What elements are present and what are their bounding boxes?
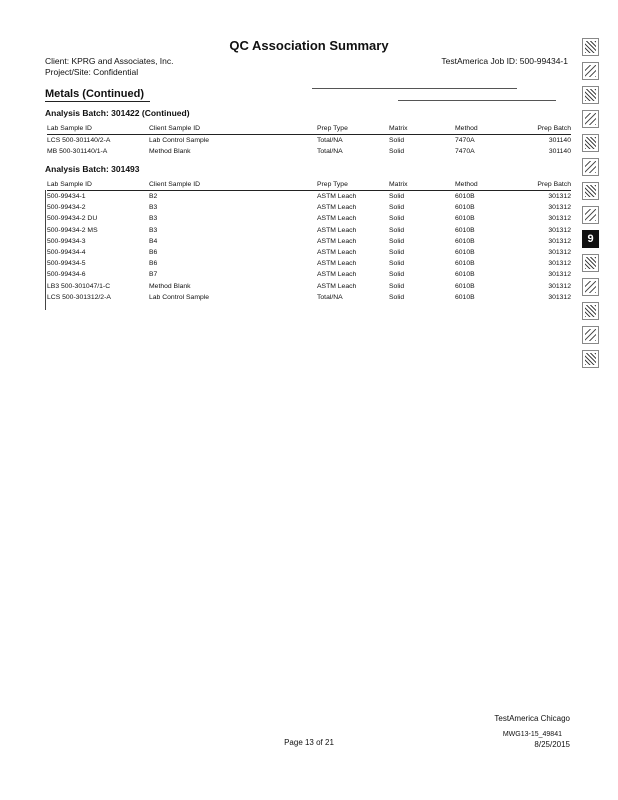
cell-prep-type: ASTM Leach <box>317 215 357 223</box>
table-row <box>47 258 571 269</box>
col-matrix: Matrix <box>389 124 455 135</box>
col-client-sample-id: Client Sample ID <box>149 180 317 191</box>
cell-client-sample-id: Lab Control Sample <box>149 293 210 301</box>
tab-pattern-icon <box>585 281 596 293</box>
batch-table-301493 <box>47 180 571 303</box>
cell-prep-type: Total/NA <box>317 137 343 144</box>
cell-matrix: Solid <box>389 204 405 212</box>
section-tab-10[interactable] <box>582 254 599 272</box>
page-number: Page 13 of 21 <box>284 738 334 747</box>
col-method: Method <box>455 124 527 135</box>
cell-prep-type: ASTM Leach <box>317 271 357 279</box>
col-client-sample-id: Client Sample ID <box>149 124 317 135</box>
tab-pattern-icon <box>585 41 596 53</box>
col-lab-sample-id: Lab Sample ID <box>47 124 149 135</box>
tab-pattern-icon <box>585 113 596 125</box>
cell-matrix: Solid <box>389 226 405 234</box>
cell-client-sample-id: Method Blank <box>149 282 191 290</box>
tab-pattern-icon <box>585 65 596 77</box>
left-margin-mark <box>45 190 46 310</box>
table-row <box>47 202 571 213</box>
cell-method: 6010B <box>455 193 475 200</box>
footer-date: 8/25/2015 <box>534 740 570 749</box>
cell-matrix: Solid <box>389 293 405 301</box>
cell-matrix: Solid <box>389 271 405 279</box>
cell-prep-type: ASTM Leach <box>317 249 357 257</box>
cell-prep-batch: 301312 <box>548 293 571 301</box>
cell-client-sample-id: B2 <box>149 193 158 200</box>
tab-pattern-icon <box>585 89 596 101</box>
footer-doc-id: MWG13-15_49841 <box>502 731 562 738</box>
section-tab-6[interactable] <box>582 158 599 176</box>
table-row <box>47 213 571 224</box>
cell-client-sample-id: B6 <box>149 260 158 268</box>
cell-prep-type: ASTM Leach <box>317 226 357 234</box>
section-tab-5[interactable] <box>582 134 599 152</box>
col-method: Method <box>455 180 527 191</box>
cell-lab-sample-id: 500-99434-3 <box>47 237 86 245</box>
cell-prep-type: ASTM Leach <box>317 282 357 290</box>
col-lab-sample-id: Lab Sample ID <box>47 180 149 191</box>
cell-prep-batch: 301140 <box>548 148 571 156</box>
cell-client-sample-id: B3 <box>149 215 158 223</box>
section-tab-2[interactable] <box>582 62 599 80</box>
tab-pattern-icon <box>585 257 596 269</box>
cell-matrix: Solid <box>389 282 405 290</box>
cell-method: 7470A <box>455 137 475 144</box>
cell-prep-batch: 301312 <box>548 249 571 257</box>
cell-prep-batch: 301312 <box>548 193 571 200</box>
cell-lab-sample-id: 500-99434-6 <box>47 271 86 279</box>
footer-company: TestAmerica Chicago <box>494 714 570 723</box>
section-tab-1[interactable] <box>582 38 599 56</box>
cell-lab-sample-id: 500-99434-1 <box>47 193 86 200</box>
cell-prep-type: Total/NA <box>317 293 343 301</box>
table-row <box>47 191 571 203</box>
tab-pattern-icon <box>585 161 596 173</box>
section-tab-4[interactable] <box>582 110 599 128</box>
section-heading: Metals (Continued) <box>45 88 144 100</box>
cell-lab-sample-id: 500-99434-4 <box>47 249 86 257</box>
section-tab-13[interactable] <box>582 326 599 344</box>
cell-lab-sample-id: 500-99434-5 <box>47 260 86 268</box>
table-row <box>47 292 571 303</box>
tab-pattern-icon <box>585 353 596 365</box>
job-id: TestAmerica Job ID: 500-99434-1 <box>441 56 568 66</box>
cell-prep-type: ASTM Leach <box>317 237 357 245</box>
project-site: Project/Site: Confidential <box>45 67 139 77</box>
tab-pattern-icon <box>585 329 596 341</box>
tab-pattern-icon <box>585 209 596 221</box>
cell-prep-batch: 301312 <box>548 237 571 245</box>
cell-matrix: Solid <box>389 193 405 200</box>
cell-method: 6010B <box>455 204 475 212</box>
col-prep-batch: Prep Batch <box>527 180 571 191</box>
cell-prep-batch: 301312 <box>548 260 571 268</box>
cell-matrix: Solid <box>389 249 405 257</box>
section-tab-3[interactable] <box>582 86 599 104</box>
batch-title-301493: Analysis Batch: 301493 <box>45 164 140 174</box>
cell-client-sample-id: B7 <box>149 271 158 279</box>
tab-pattern-icon <box>585 185 596 197</box>
cell-client-sample-id: B6 <box>149 249 158 257</box>
cell-method: 7470A <box>455 148 475 156</box>
client-name: Client: KPRG and Associates, Inc. <box>45 56 174 66</box>
section-tab-active[interactable]: 9 <box>582 230 599 248</box>
cell-matrix: Solid <box>389 237 405 245</box>
cell-method: 6010B <box>455 226 475 234</box>
section-tab-8[interactable] <box>582 206 599 224</box>
cell-method: 6010B <box>455 271 475 279</box>
cell-client-sample-id: Method Blank <box>149 148 191 156</box>
table-row <box>47 236 571 247</box>
table-row <box>47 269 571 280</box>
header-divider-lower <box>398 100 556 101</box>
cell-client-sample-id: B3 <box>149 226 158 234</box>
section-tab-12[interactable] <box>582 302 599 320</box>
cell-matrix: Solid <box>389 137 405 144</box>
table-row <box>47 146 571 157</box>
col-matrix: Matrix <box>389 180 455 191</box>
cell-matrix: Solid <box>389 260 405 268</box>
cell-prep-type: ASTM Leach <box>317 260 357 268</box>
batch-title-301422: Analysis Batch: 301422 (Continued) <box>45 108 190 118</box>
cell-method: 6010B <box>455 215 475 223</box>
cell-lab-sample-id: MB 500-301140/1-A <box>47 148 108 156</box>
cell-prep-batch: 301312 <box>548 226 571 234</box>
cell-method: 6010B <box>455 249 475 257</box>
cell-prep-batch: 301140 <box>548 137 571 144</box>
section-tab-7[interactable] <box>582 182 599 200</box>
cell-method: 6010B <box>455 293 475 301</box>
table-row <box>47 225 571 236</box>
section-tab-11[interactable] <box>582 278 599 296</box>
header-divider-upper <box>312 88 517 89</box>
cell-matrix: Solid <box>389 215 405 223</box>
cell-lab-sample-id: 500-99434-2 MS <box>47 226 98 234</box>
cell-lab-sample-id: LB3 500-301047/1-C <box>47 282 111 290</box>
batch-table-301422 <box>47 124 571 157</box>
cell-lab-sample-id: 500-99434-2 DU <box>47 215 98 223</box>
cell-client-sample-id: Lab Control Sample <box>149 137 210 144</box>
cell-matrix: Solid <box>389 148 405 156</box>
cell-method: 6010B <box>455 282 475 290</box>
tab-pattern-icon <box>585 305 596 317</box>
cell-method: 6010B <box>455 237 475 245</box>
col-prep-batch: Prep Batch <box>527 124 571 135</box>
cell-prep-type: ASTM Leach <box>317 193 357 200</box>
col-prep-type: Prep Type <box>317 180 389 191</box>
cell-prep-batch: 301312 <box>548 271 571 279</box>
cell-lab-sample-id: LCS 500-301312/2-A <box>47 293 111 301</box>
section-tab-14[interactable] <box>582 350 599 368</box>
cell-lab-sample-id: 500-99434-2 <box>47 204 86 212</box>
cell-prep-type: ASTM Leach <box>317 204 357 212</box>
cell-lab-sample-id: LCS 500-301140/2-A <box>47 137 111 144</box>
table-row <box>47 135 571 147</box>
cell-method: 6010B <box>455 260 475 268</box>
cell-prep-type: Total/NA <box>317 148 343 156</box>
table-header-row <box>47 180 571 191</box>
cell-prep-batch: 301312 <box>548 204 571 212</box>
col-prep-type: Prep Type <box>317 124 389 135</box>
cell-client-sample-id: B3 <box>149 204 158 212</box>
table-header-row <box>47 124 571 135</box>
section-underline <box>45 101 150 102</box>
table-row <box>47 247 571 258</box>
cell-prep-batch: 301312 <box>548 215 571 223</box>
cell-client-sample-id: B4 <box>149 237 158 245</box>
page-title: QC Association Summary <box>229 38 389 53</box>
table-row <box>47 281 571 292</box>
tab-pattern-icon <box>585 137 596 149</box>
cell-prep-batch: 301312 <box>548 282 571 290</box>
